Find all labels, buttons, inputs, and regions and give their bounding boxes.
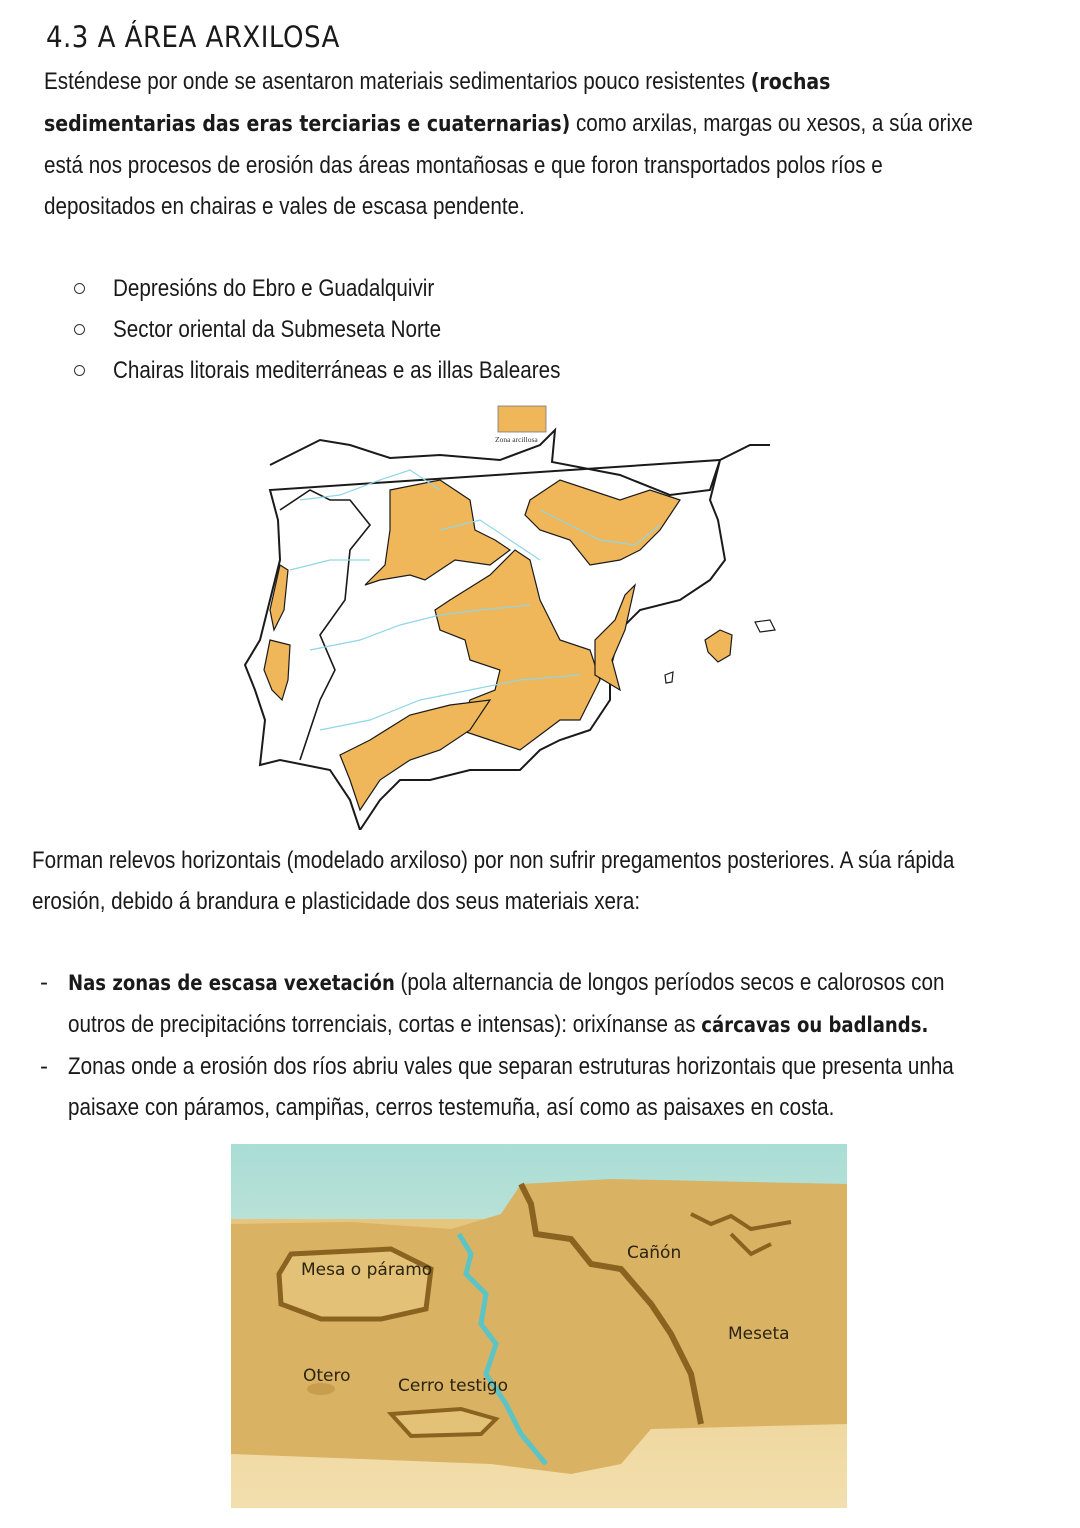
intro-text: Esténdese por onde se asentaron materiais sedimentarios pouco resistentes (44, 68, 751, 95)
clay-zone-map (240, 400, 800, 830)
label-meseta: Meseta (728, 1324, 790, 1344)
relief-diagram (231, 1144, 847, 1508)
legend-label: Zona arcillosa (495, 435, 538, 444)
effect-text: (pola alternancia de longos períodos secos e calorosos con (394, 969, 945, 996)
list-item-text: Depresións do Ebro e Guadalquivir (113, 274, 435, 302)
list-item (74, 268, 633, 309)
relief-paragraph (32, 840, 954, 922)
effect-text: outros de precipitacións torrenciais, cortas e intensas): orixínanse as (68, 1011, 702, 1038)
list-item (74, 350, 633, 391)
dash-bullet-icon: - (40, 1053, 48, 1080)
effect-text: paisaxe con páramos, campiñas, cerros testemuña, así como as paisaxes en costa. (68, 1094, 835, 1121)
section-heading: 4.3 A ÁREA ARXILOSA (46, 20, 340, 54)
label-cerro: Cerro testigo (398, 1376, 509, 1396)
label-mesa: Mesa o páramo (301, 1260, 433, 1280)
dash-bullet-icon: - (40, 969, 48, 996)
relief-text: erosión, debido á brandura e plasticidade dos seus materiais xera: (32, 888, 641, 915)
intro-paragraph (44, 61, 973, 227)
iberia-map-icon (240, 400, 800, 830)
intro-text: depositados en chairas e vales de escasa pendente. (44, 193, 525, 220)
label-canon: Cañón (627, 1243, 682, 1263)
circle-bullet-icon (74, 365, 85, 376)
effect-text: Zonas onde a erosión dos ríos abriu vales que separan estruturas horizontais que presenta unha (68, 1053, 954, 1080)
effect-bold: cárcavas ou badlands. (701, 1013, 929, 1037)
list-item (74, 309, 633, 350)
relief-text: Forman relevos horizontais (modelado arxiloso) por non sufrir pregamentos posteriores. A súa rápida (32, 847, 955, 874)
intro-bold: (rochas (750, 70, 831, 95)
list-item (40, 962, 1080, 1046)
intro-text: está nos procesos de erosión das áreas montañosas e que foron transportados polos ríos e (44, 152, 883, 179)
locations-list (74, 268, 633, 391)
intro-text: como arxilas, margas ou xesos, a súa orixe (570, 110, 973, 137)
effect-bold: Nas zonas de escasa vexetación (68, 971, 395, 995)
intro-bold: sedimentarias das eras terciarias e cuaternarias) (44, 112, 571, 137)
list-item-text: Sector oriental da Submeseta Norte (113, 315, 442, 343)
list-item-text: Chairas litorais mediterráneas e as illas Baleares (113, 356, 561, 384)
circle-bullet-icon (74, 324, 85, 335)
circle-bullet-icon (74, 283, 85, 294)
effects-list (40, 962, 1080, 1128)
label-otero: Otero (303, 1366, 351, 1386)
list-item (40, 1046, 1080, 1128)
